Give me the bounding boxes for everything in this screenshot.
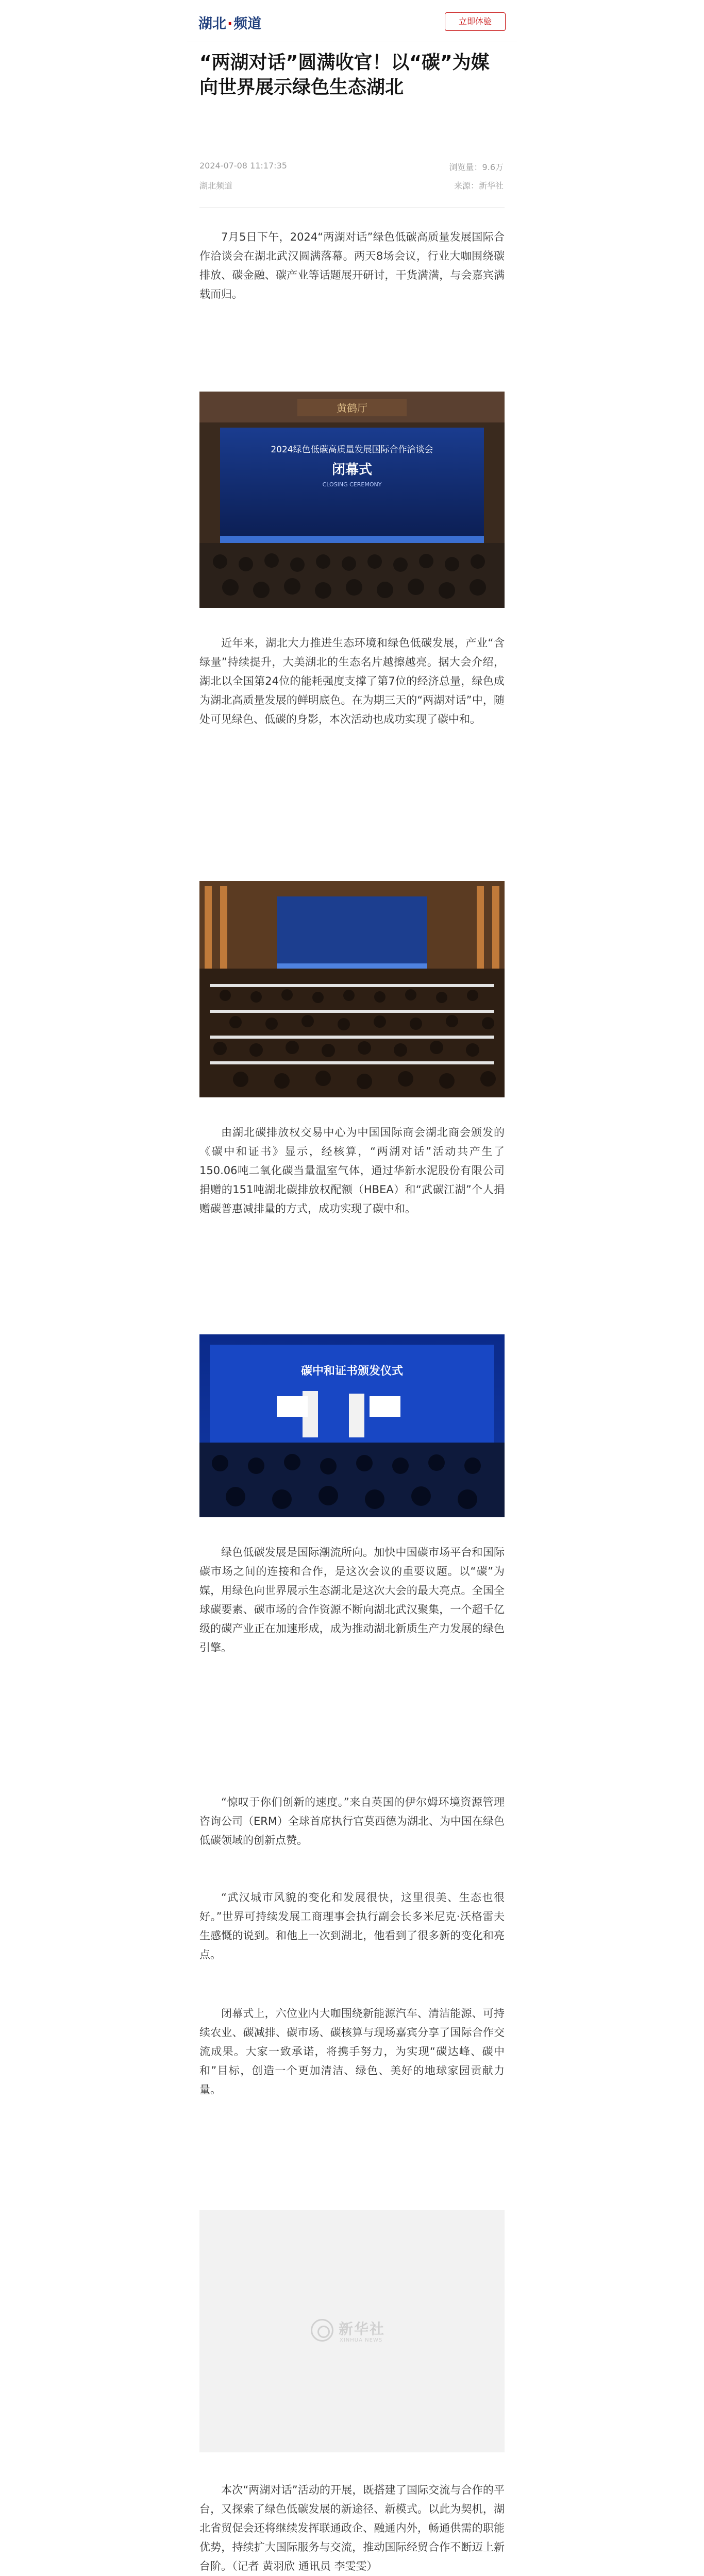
- article-photo-hall: [199, 881, 505, 1097]
- logo-main: 湖北: [198, 16, 226, 32]
- placeholder-brand-en: XINHUA NEWS: [340, 2337, 383, 2343]
- paragraph-8: 本次“两湖对话”活动的开展，既搭建了国际交流与合作的平台，又探索了绿色低碳发展的新途径、新模式。以此为契机，湖北省贸促会还将继续发挥联通政企、融通内外，畅通供需的职能优势，持续扩大国际服务与交流，推动国际经贸合作不断迈上新台阶。（记者 黄羽欣 通讯员 李雯雯）: [199, 2484, 505, 2572]
- paragraph-4: 绿色低碳发展是国际潮流所向。加快中国碳市场平台和国际碳市场之间的连接和合作，是这次会议的重要议题。以“碳”为媒，用绿色向世界展示生态湖北是这次大会的最大亮点。全国全球碳要素、碳市场的合作资源不断向湖北武汉聚集，一个超千亿级的碳产业正在加速形成，成为推动湖北新质生产力发展的绿色引擎。: [199, 1546, 505, 1654]
- meta-row-2: [199, 179, 504, 191]
- ceremony-title: 闭幕式: [331, 462, 373, 478]
- channel-logo[interactable]: [198, 12, 261, 32]
- article-photo-certificate: [199, 1334, 505, 1517]
- image-placeholder-1: [199, 2210, 505, 2452]
- view-count: 浏览量：9.6万: [449, 162, 504, 172]
- page-column: [187, 0, 517, 2576]
- paragraph-1: 7月5日下午，2024“两湖对话”绿色低碳高质量发展国际合作洽谈会在湖北武汉圆满落幕。两天8场会议，行业大咖围绕碳排放、碳金融、碳产业等话题展开研讨，干货满满，与会嘉宾满载而归。: [199, 231, 505, 300]
- placeholder-brand: 新华社: [339, 2320, 385, 2337]
- paragraph-2: 近年来，湖北大力推进生态环境和绿色低碳发展，产业“含绿量”持续提升，大美湖北的生态名片越擦越亮。据大会介绍，湖北以全国第24位的能耗强度支撑了第7位的经济总量，绿色成为湖北高质量发展的鲜明底色。在为期三天的“两湖对话”中，随处可见绿色、低碳的身影，本次活动也成功实现了碳中和。: [199, 637, 505, 725]
- hall-sign: 黄鹤厅: [337, 402, 367, 414]
- logo-separator: ·: [227, 16, 233, 32]
- top-bar: [187, 0, 517, 42]
- paragraph-7: 闭幕式上，六位业内大咖围绕新能源汽车、清洁能源、可持续农业、碳减排、碳市场、碳核算与现场嘉宾分享了国际合作交流成果。大家一致承诺，将携手努力，为实现“碳达峰、碳中和”目标，创造一个更加清洁、绿色、美好的地球家园贡献力量。: [199, 2007, 505, 2096]
- paragraph-3: 由湖北碳排放权交易中心为中国国际商会湖北商会颁发的《碳中和证书》显示，经核算，“两湖对话”活动共产生了150.06吨二氧化碳当量温室气体，通过华新水泥股份有限公司捐赠的151吨湖北碳排放权配额（HBEA）和“武碳江湖”个人捐赠碳普惠减排量的方式，成功实现了碳中和。: [199, 1126, 505, 1215]
- meta-row-1: [199, 161, 504, 171]
- article-photo-ceremony: [199, 392, 505, 608]
- ceremony-banner: 2024绿色低碳高质量发展国际合作洽谈会: [271, 445, 433, 455]
- article-title: “两湖对话”圆满收官！以“碳”为媒 向世界展示绿色生态湖北: [199, 52, 490, 98]
- logo-channel: 频道: [233, 16, 262, 32]
- open-app-button[interactable]: 立即体验: [445, 12, 506, 31]
- paragraph-5: “惊叹于你们创新的速度。”来自英国的伊尔姆环境资源管理咨询公司（ERM）全球首席执行官莫西德为湖北、为中国在绿色低碳领域的创新点赞。: [199, 1796, 505, 1846]
- publish-date: 2024-07-08 11:17:35: [199, 161, 287, 171]
- ceremony-title-en: CLOSING CEREMONY: [322, 481, 382, 488]
- certificate-banner: 碳中和证书颁发仪式: [300, 1365, 404, 1378]
- channel-name: 湖北频道: [199, 181, 233, 191]
- paragraph-6: “武汉城市风貌的变化和发展很快，这里很美、生态也很好。”世界可持续发展工商理事会执行副会长多米尼克·沃格雷夫生感慨的说到。和他上一次到湖北，他看到了很多新的变化和亮点。: [199, 1891, 505, 1961]
- article-source: 来源：新华社: [454, 181, 504, 191]
- xinhua-placeholder-logo: [311, 2316, 393, 2347]
- divider: [199, 207, 505, 208]
